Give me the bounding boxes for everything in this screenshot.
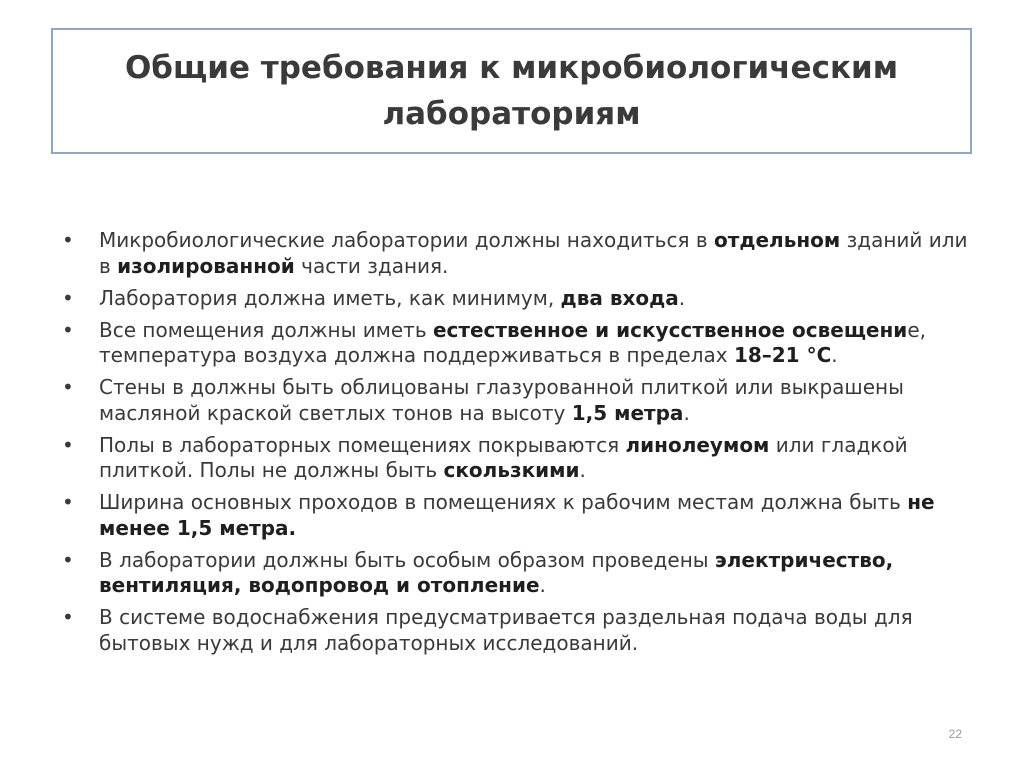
bullet-dot-icon: • [62,375,74,399]
bullet-dot-icon: • [62,317,74,342]
bullet-dot-icon: • [62,605,74,629]
bullet-item [62,318,972,369]
bullet-text-bold: скользкими [443,458,580,482]
bullet-dot-icon: • [62,285,74,310]
slide-title-line-2: лабораториям [382,96,641,132]
bullet-text: В лаборатории должны быть особым образом проведены [99,547,715,572]
bullet-text: . [539,573,546,597]
bullet-item [62,286,972,312]
bullet-text-bold: 1,5 метра [571,400,684,425]
bullet-text-bold: изолированной [117,253,295,278]
bullet-text-bold: естественное и искусственное освещени [432,317,908,342]
bullet-text: Лаборатория должна иметь, как минимум, [99,285,561,310]
bullet-text: части здания. [294,253,449,278]
bullet-item [62,605,972,656]
bullet-text-bold: не менее 1,5 метра. [99,490,935,540]
bullet-dot-icon: • [62,228,74,252]
bullet-text: зданий или в [99,228,968,278]
bullet-text-bold: отдельном [714,228,841,252]
bullet-text: Все помещения должны иметь [99,317,433,342]
bullet-text: . [579,458,586,482]
title-box [51,28,972,154]
bullet-dot-icon: • [62,432,74,457]
bullet-text-bold: 18–21 °С [733,343,832,367]
bullet-text: или гладкой плиткой. Полы не должны быть [99,432,908,482]
bullet-item [62,490,972,541]
bullet-text: Стены в должны быть облицованы глазурованной плиткой или выкрашены масляной краской светлых тонов на высоту [99,375,904,425]
bullet-dot-icon: • [62,547,74,572]
bullet-item [62,433,972,484]
bullet-text: е, температура воздуха должна поддерживаться в пределах [99,317,926,367]
bullet-text-bold: линолеумом [625,432,770,457]
bullet-text: В системе водоснабжения предусматривается раздельная подача воды для бытовых нужд и для лабораторных исследований. [99,605,913,655]
bullet-list [62,228,972,663]
bullet-text: Ширина основных проходов в помещениях к рабочим местам должна быть [99,490,908,514]
bullet-text: . [683,400,690,425]
bullet-item [62,228,972,279]
bullet-text-bold: электричество, вентиляция, водопровод и отопление [99,547,894,597]
bullet-text: Микробиологические лаборатории должны находиться в [99,228,714,252]
bullet-item [62,548,972,599]
bullet-dot-icon: • [62,490,74,514]
page-number: 22 [948,727,962,741]
bullet-text: Полы в лабораторных помещениях покрываются [99,432,626,457]
bullet-text: . [831,343,838,367]
bullet-text-bold: два входа [560,285,679,310]
slide-title-line-1: Общие требования к микробиологическим [124,50,899,86]
bullet-item [62,375,972,426]
bullet-text: . [678,285,686,310]
